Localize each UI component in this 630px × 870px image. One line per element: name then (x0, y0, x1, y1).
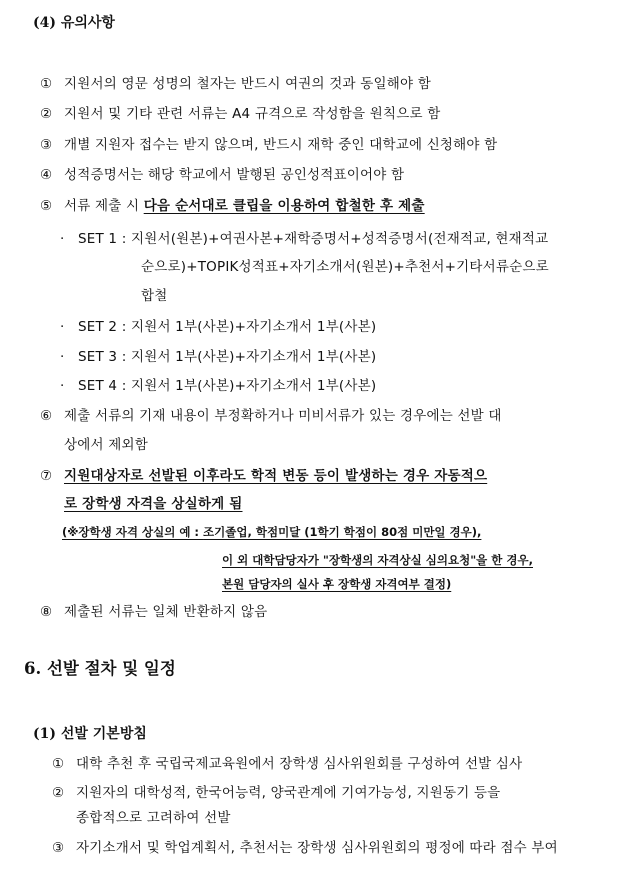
notice-item-1: ① 지원서의 영문 성명의 철자는 반드시 여권의 것과 동일해야 함 (40, 76, 431, 92)
section-6-1-title: (1) 선발 기본방침 (33, 726, 147, 742)
notice-item-6: ⑥ 제출 서류의 기재 내용이 부정확하거나 미비서류가 있는 경우에는 선발 대 (40, 408, 502, 424)
policy-item-1: ① 대학 추천 후 국립국제교육원에서 장학생 심사위원회를 구성하여 선발 심사 (52, 756, 523, 772)
notice-item-3: ③ 개별 지원자 접수는 받지 않으며, 반드시 재학 중인 대학교에 신청해야 함 (40, 137, 498, 153)
notice-item-8: ⑧ 제출된 서류는 일체 반환하지 않음 (40, 604, 268, 620)
set-3: · SET 3 : 지원서 1부(사본)+자기소개서 1부(사본) (60, 349, 377, 365)
notice-item-7: ⑦ 지원대상자로 선발된 이후라도 학적 변동 등이 발생하는 경우 자동적으 (40, 468, 488, 484)
policy-item-2: ② 지원자의 대학성적, 한국어능력, 양국관계에 기여가능성, 지원동기 등을 (52, 785, 501, 801)
notice-item-6-line-2: 상에서 제외함 (64, 437, 148, 453)
set-4: · SET 4 : 지원서 1부(사본)+자기소개서 1부(사본) (60, 378, 377, 394)
policy-item-2-line-2: 종합적으로 고려하여 선발 (76, 810, 231, 826)
set-1-line-2: 순으로)+TOPIK성적표+자기소개서(원본)+추천서+기타서류순으로 (141, 259, 549, 275)
notice-item-7-line-2: 로 장학생 자격을 상실하게 됨 (64, 496, 243, 512)
disqualification-note-line-2: 이 외 대학담당자가 "장학생의 자격상실 심의요청"을 한 경우, (222, 553, 533, 567)
set-1: · SET 1 : 지원서(원본)+여권사본+재학증명서+성적증명서(전재적교, 현재적교 (60, 231, 549, 247)
section-6-title: 6. 선발 절차 및 일정 (24, 659, 176, 678)
set-2: · SET 2 : 지원서 1부(사본)+자기소개서 1부(사본) (60, 319, 377, 335)
disqualification-note: (※장학생 자격 상실의 예 : 조기졸업, 학점미달 (1학기 학점이 80점 미만일 경우), (62, 525, 482, 539)
notice-item-4: ④ 성적증명서는 해당 학교에서 발행된 공인성적표이어야 함 (40, 167, 405, 183)
section-4-title: (4) 유의사항 (33, 15, 115, 31)
notice-item-2: ② 지원서 및 기타 관련 서류는 A4 규격으로 작성함을 원칙으로 함 (40, 106, 441, 122)
notice-item-5: ⑤ 서류 제출 시 다음 순서대로 클립을 이용하여 합철한 후 제출 (40, 198, 425, 214)
disqualification-note-line-3: 본원 담당자의 실사 후 장학생 자격여부 결정) (222, 577, 452, 591)
set-1-line-3: 합철 (141, 288, 168, 304)
policy-item-3: ③ 자기소개서 및 학업계획서, 추천서는 장학생 심사위원회의 평정에 따라 점수 부여 (52, 840, 558, 856)
